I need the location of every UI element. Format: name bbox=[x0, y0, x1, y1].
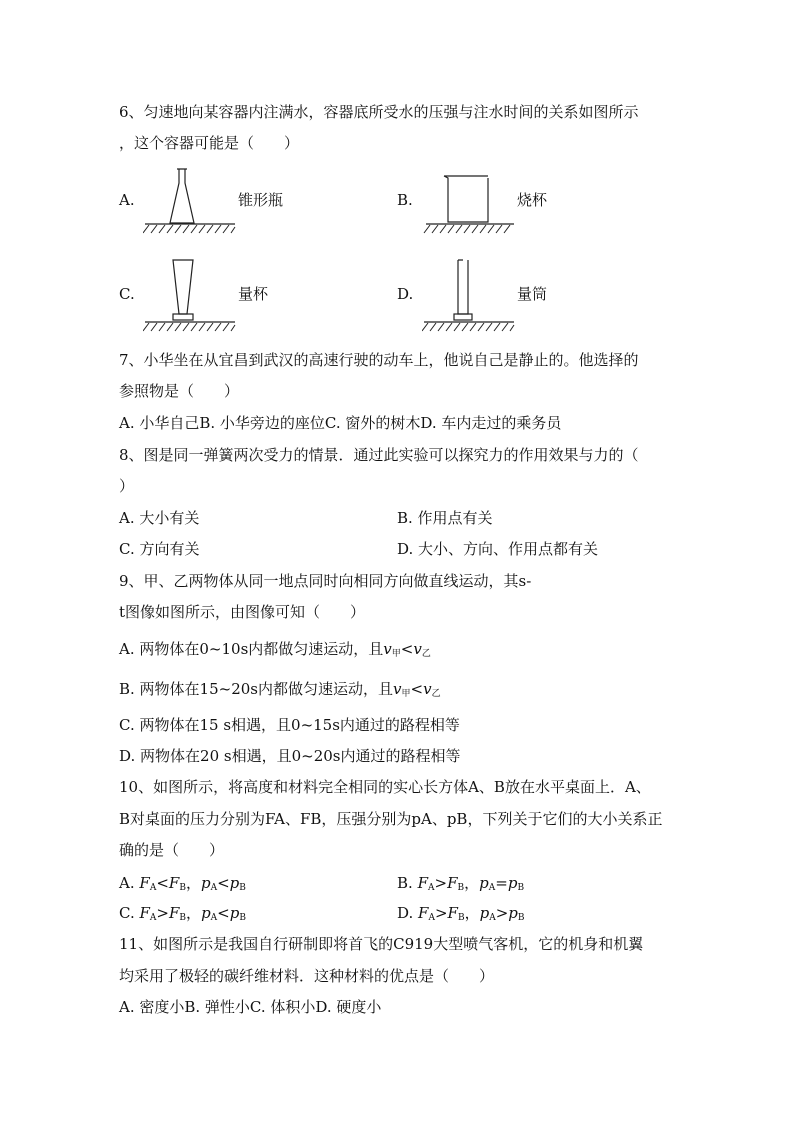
pressure-symbol: p bbox=[479, 904, 490, 922]
conical-flask-figure bbox=[143, 165, 238, 237]
subscript: B bbox=[457, 883, 465, 893]
subscript: A bbox=[149, 883, 157, 893]
relation-sign: > bbox=[495, 904, 509, 922]
separator: ， bbox=[464, 874, 480, 892]
velocity-symbol: v bbox=[423, 680, 432, 698]
q9-option-a bbox=[119, 639, 431, 664]
relation-sign: = bbox=[495, 874, 508, 892]
q6-option-d-letter: D. bbox=[397, 285, 414, 303]
separator: ， bbox=[186, 904, 202, 922]
force-symbol: F bbox=[139, 874, 150, 892]
q6-option-d-label: 量筒 bbox=[517, 285, 548, 303]
force-symbol: F bbox=[169, 904, 180, 922]
subscript: 乙 bbox=[431, 689, 441, 699]
subscript: A bbox=[428, 913, 435, 923]
q10-stem-line3: 确的是（ ） bbox=[119, 841, 225, 859]
subscript: A bbox=[149, 913, 157, 923]
q10-option-c bbox=[119, 903, 246, 928]
subscript: B bbox=[457, 913, 465, 923]
option-letter: A. bbox=[119, 874, 135, 892]
force-symbol: F bbox=[418, 904, 429, 922]
q10-option-a bbox=[119, 873, 246, 898]
velocity-symbol: v bbox=[413, 640, 422, 658]
relation-sign: < bbox=[410, 680, 424, 698]
pressure-symbol: p bbox=[229, 904, 240, 922]
subscript: B bbox=[517, 913, 525, 923]
subscript: 甲 bbox=[391, 649, 401, 659]
force-symbol: F bbox=[447, 874, 458, 892]
q7-stem-line2: 参照物是（ ） bbox=[119, 382, 240, 400]
subscript: A bbox=[489, 913, 496, 923]
relation-sign: < bbox=[156, 874, 169, 892]
force-symbol: F bbox=[417, 874, 428, 892]
subscript: 乙 bbox=[421, 649, 431, 659]
pressure-symbol: p bbox=[507, 874, 518, 892]
pressure-symbol: p bbox=[508, 904, 518, 922]
q7-options: A. 小华自己B. 小华旁边的座位C. 窗外的树木D. 车内走过的乘务员 bbox=[119, 414, 562, 432]
q11-stem-line1: 11、如图所示是我国自行研制即将首飞的C919大型喷气客机，它的机身和机翼 bbox=[119, 935, 644, 953]
q10-option-d bbox=[397, 903, 525, 928]
pressure-symbol: p bbox=[229, 874, 240, 892]
q11-stem-line2: 均采用了极轻的碳纤维材料．这种材料的优点是（ ） bbox=[119, 967, 495, 985]
q10-stem-line2: B对桌面的压力分别为FA、FB，压强分别为pA、pB，下列关于它们的大小关系正 bbox=[119, 810, 663, 828]
graduated-cylinder-figure bbox=[422, 258, 517, 336]
q11-options: A. 密度小B. 弹性小C. 体积小D. 硬度小 bbox=[119, 998, 382, 1016]
option-letter: C. bbox=[119, 904, 135, 922]
relation-sign: < bbox=[217, 874, 230, 892]
q6-option-c-letter: C. bbox=[119, 285, 135, 303]
subscript: 甲 bbox=[401, 689, 411, 699]
q8-option-b: B. 作用点有关 bbox=[397, 509, 493, 527]
q6-stem-line1: 6、匀速地向某容器内注满水，容器底所受水的压强与注水时间的关系如图所示 bbox=[119, 103, 639, 121]
subscript: A bbox=[488, 883, 496, 893]
q6-option-c-label: 量杯 bbox=[238, 285, 269, 303]
force-symbol: F bbox=[168, 874, 180, 892]
option-letter: B. bbox=[397, 874, 413, 892]
q9-option-b-text: B. 两物体在15~20s内都做匀速运动，且 bbox=[119, 680, 394, 698]
q7-stem-line1: 7、小华坐在从宜昌到武汉的高速行驶的动车上，他说自己是静止的。他选择的 bbox=[119, 351, 639, 369]
q9-option-d: D. 两物体在20 s相遇，且0~20s内通过的路程相等 bbox=[119, 747, 461, 765]
relation-sign: > bbox=[434, 904, 448, 922]
q8-stem-line1: 8、图是同一弹簧两次受力的情景．通过此实验可以探究力的作用效果与力的（ bbox=[119, 446, 639, 464]
force-symbol: F bbox=[447, 904, 458, 922]
beaker-figure bbox=[422, 170, 517, 237]
q8-option-c: C. 方向有关 bbox=[119, 540, 200, 558]
q6-option-a-letter: A. bbox=[119, 191, 135, 209]
q8-option-d: D. 大小、方向、作用点都有关 bbox=[397, 540, 599, 558]
subscript: B bbox=[179, 883, 186, 893]
measuring-cup-figure bbox=[143, 258, 238, 336]
q9-stem-line2: t图像如图所示，由图像可知（ ） bbox=[119, 603, 366, 621]
separator: ， bbox=[185, 874, 201, 892]
q9-option-b bbox=[119, 679, 441, 704]
separator: ， bbox=[464, 904, 480, 922]
q6-stem-line2: ，这个容器可能是（ ） bbox=[119, 134, 300, 152]
subscript: A bbox=[210, 913, 218, 923]
q6-option-a-label: 锥形瓶 bbox=[238, 191, 284, 209]
q9-stem-line1: 9、甲、乙两物体从同一地点同时向相同方向做直线运动，其s- bbox=[119, 572, 532, 590]
option-letter: D. bbox=[397, 904, 414, 922]
subscript: A bbox=[428, 883, 435, 893]
velocity-symbol: v bbox=[383, 640, 392, 658]
q8-option-a: A. 大小有关 bbox=[119, 509, 200, 527]
relation-sign: > bbox=[434, 874, 448, 892]
q9-option-a-text: A. 两物体在0~10s内都做匀速运动，且 bbox=[119, 640, 384, 658]
relation-sign: < bbox=[400, 640, 414, 658]
q6-option-b-label: 烧杯 bbox=[517, 191, 548, 209]
velocity-symbol: v bbox=[393, 680, 402, 698]
subscript: B bbox=[239, 883, 246, 893]
pressure-symbol: p bbox=[201, 904, 211, 922]
q8-stem-line2: ） bbox=[119, 477, 135, 495]
relation-sign: < bbox=[217, 904, 230, 922]
pressure-symbol: p bbox=[479, 874, 489, 892]
subscript: B bbox=[517, 883, 525, 893]
subscript: B bbox=[239, 913, 246, 923]
pressure-symbol: p bbox=[200, 874, 211, 892]
q10-option-b bbox=[397, 873, 524, 898]
q9-option-c: C. 两物体在15 s相遇，且0~15s内通过的路程相等 bbox=[119, 716, 460, 734]
subscript: A bbox=[210, 883, 218, 893]
subscript: B bbox=[179, 913, 187, 923]
q6-option-b-letter: B. bbox=[397, 191, 413, 209]
relation-sign: > bbox=[156, 904, 169, 922]
force-symbol: F bbox=[139, 904, 150, 922]
q10-stem-line1: 10、如图所示，将高度和材料完全相同的实心长方体A、B放在水平桌面上．A、 bbox=[119, 778, 651, 796]
